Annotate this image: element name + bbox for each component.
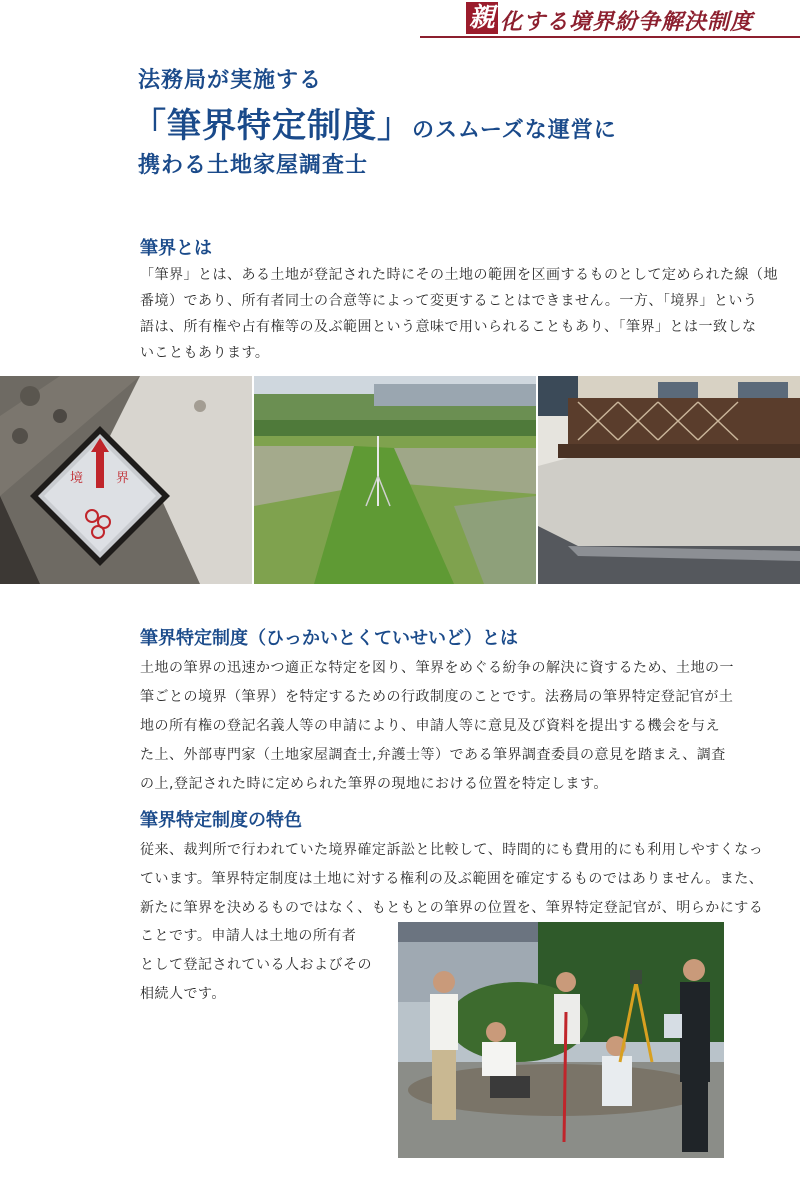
- banner-underline: [420, 36, 800, 38]
- body-line: 番境）であり、所有者同士の合意等によって変更することはできません。一方、「境界」という: [140, 293, 758, 309]
- section-body-features: [140, 836, 764, 923]
- photo-rice-field: [254, 376, 536, 584]
- body-line: の上,登記された時に定められた筆界の現地における位置を特定します。: [140, 776, 608, 792]
- title-main: 「筆界特定制度」: [132, 106, 412, 146]
- body-line: 従来、裁判所で行われていた境界確定訴訟と比較して、時間的にも費用的にも利用しやすくなっ: [140, 842, 764, 858]
- section-body-system: [140, 654, 740, 799]
- section-body-features-short: [140, 922, 380, 1009]
- header-banner: [420, 0, 800, 38]
- body-line: 筆ごとの境界（筆界）を特定するための行政制度のことです。法務局の筆界特定登記官が土: [140, 689, 734, 705]
- body-line: 地の所有権の登記名義人等の申請により、申請人等に意見及び資料を提出する機会を与え: [140, 718, 720, 734]
- section-body-hikkai: [140, 262, 778, 366]
- body-line: として登記されている人およびその: [140, 957, 372, 973]
- body-line: ことです。申請人は土地の所有者: [140, 928, 357, 944]
- section-heading-system: 筆界特定制度（ひっかいとくていせいど）とは: [140, 628, 518, 649]
- marker-text-2: 界: [116, 471, 130, 486]
- body-line: た上、外部専門家（土地家屋調査士,弁護士等）である筆界調査委員の意見を踏まえ、調査: [140, 747, 726, 763]
- photo-house-wall: [538, 376, 800, 584]
- body-line: 土地の筆界の迅速かつ適正な特定を図り、筆界をめぐる紛争の解決に資するため、土地の一: [140, 660, 734, 676]
- body-line: いこともあります。: [140, 345, 270, 361]
- title-rest: のスムーズな運営に: [412, 118, 617, 143]
- marker-text-1: 境: [70, 471, 84, 486]
- section-heading-hikkai: 筆界とは: [140, 238, 212, 259]
- title-line-3: 携わる土地家屋調査士: [138, 153, 369, 178]
- banner-title: 化する境界紛争解決制度: [500, 9, 754, 35]
- body-line: 新たに筆界を決めるものではなく、もともとの筆界の位置を、筆界特定登記官が、明らかにする: [140, 900, 764, 916]
- title-line-1: 法務局が実施する: [138, 68, 323, 93]
- title-line-2: [132, 98, 617, 147]
- body-line: 「筆界」とは、ある土地が登記された時にその土地の範囲を区画するものとして定められた線（地: [140, 267, 778, 283]
- banner-mark: 親: [466, 2, 498, 34]
- body-line: 相続人です。: [140, 986, 226, 1002]
- body-line: 語は、所有権や占有権等の及ぶ範囲という意味で用いられることもあり、「筆界」とは一致しな: [140, 319, 757, 335]
- section-heading-features: 筆界特定制度の特色: [140, 810, 302, 831]
- body-line: ています。筆界特定制度は土地に対する権利の及ぶ範囲を確定するものではありません。また、: [140, 871, 764, 887]
- photo-survey-team: [398, 922, 724, 1158]
- photo-boundary-marker: [0, 376, 252, 584]
